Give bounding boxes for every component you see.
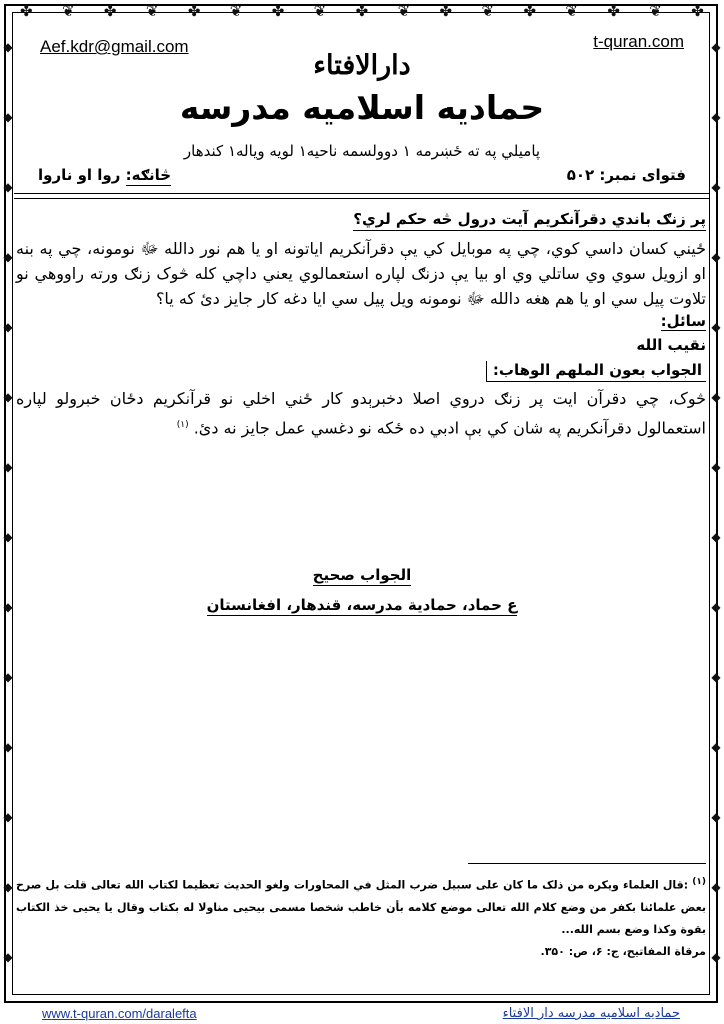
signatory (0, 596, 724, 614)
right-ornament-border: ◆ ◆ ◆ ◆ ◆ ◆ ◆ ◆ ◆ ◆ ◆ ◆ ◆ ◆ (711, 40, 721, 964)
site-link[interactable]: t-quran.com (593, 32, 684, 51)
answer-body (16, 386, 706, 441)
address-line: پامیلي په ته ځښرمه ۱ دوولسمه ناحیه۱ لویه ویاله۱ کندهار (183, 142, 541, 160)
category-label: څانګه: (125, 166, 172, 184)
footer-text-link[interactable]: حمادیه اسلامیه مدرسه دار الافتاء (502, 1006, 680, 1021)
footnote-marker: (۱) (692, 877, 706, 887)
footnote-source: مرقاة المفاتیح، ج: ۶، ص: ۳۵۰. (540, 945, 706, 958)
footnote-text: :قال العلماء ویکره من ذلک ما کان علی سبیل ضرب المثل في المحاورات ولغو الحدیث تعظیما لکتاب الله تعالی قلت بل صرح بعض علمائنا بکفر من وضع کلام الله تعالی موضع کلامه بأن خاطب شخصا مسمی بیحیی مناولا له بکتاب وقال یا یحیی خذ الکتاب بقوة وکذا وضع بسم الله... (16, 878, 706, 936)
footnote-divider (468, 863, 706, 864)
left-ornament-border: ◆ ◆ ◆ ◆ ◆ ◆ ◆ ◆ ◆ ◆ ◆ ◆ ◆ ◆ (3, 40, 13, 964)
fatwa-number-value: ۵۰۲ (566, 166, 595, 184)
approval-label-text: الجواب صحیح (312, 566, 412, 584)
fatwa-number (567, 166, 686, 184)
question-title: پر زنګ باندي دقرآنکریم آیت درول څه حکم لري؟ (353, 210, 706, 231)
signatory-text: ع حماد، حمادیة مدرسه، قندهار، افغانستان (206, 596, 518, 614)
answer-title: الجواب بعون الملهم الوهاب: (486, 361, 706, 382)
header-divider-second (14, 198, 710, 199)
email-link[interactable]: Aef.kdr@gmail.com (40, 37, 189, 56)
category-value: روا او ناروا (38, 166, 121, 184)
approval-label (0, 566, 724, 584)
footer-url-link[interactable]: www.t-quran.com/daralefta (42, 1006, 197, 1021)
asker-name: نقیب الله (636, 336, 706, 354)
question-body: ځیني کسان داسي کوي، چي په موبایل کي یې دقرآنکریم ایاتونه او یا هم نور دالله ﷻ نومونه، چي په بنه او ازویل سوي وي ساتلي وي او بیا یې دزنګ لپاره استعمالوي یعني داچي کله څوک زنګ ورته راووهي نو تلاوت پیل سي او یا هم هغه دالله ﷻ نومونه ویل پیل سي ایا دغه کار جایز دئ که یا؟ (16, 239, 706, 308)
footnote (16, 871, 706, 941)
answer-text: څوک، چي دقرآن ایت پر زنګ دروي اصلا دخبرېدو کار ځني اخلي نو قرآنکریم دځان خبرولو لپاره استعمالول دقرآنکریم په شان کي بې ادبي ده ځکه نو دغسي عمل جایز نه دئ. (16, 389, 706, 438)
top-ornament-border: ✤ ❦ ✤ ❦ ✤ ❦ ✤ ❦ ✤ ❦ ✤ ❦ ✤ ❦ ✤ ❦ ✤ (20, 2, 704, 20)
fatwa-number-label: فتوای نمبر: (599, 166, 686, 184)
answer-footnote-marker: (۱) (176, 420, 189, 430)
institution-name: حمادیه اسلامیه مدرسه (179, 88, 545, 127)
header-divider (14, 193, 710, 194)
category (38, 166, 171, 184)
page-title: دارالافتاء (313, 50, 411, 81)
asker-label: سائل: (660, 312, 706, 330)
